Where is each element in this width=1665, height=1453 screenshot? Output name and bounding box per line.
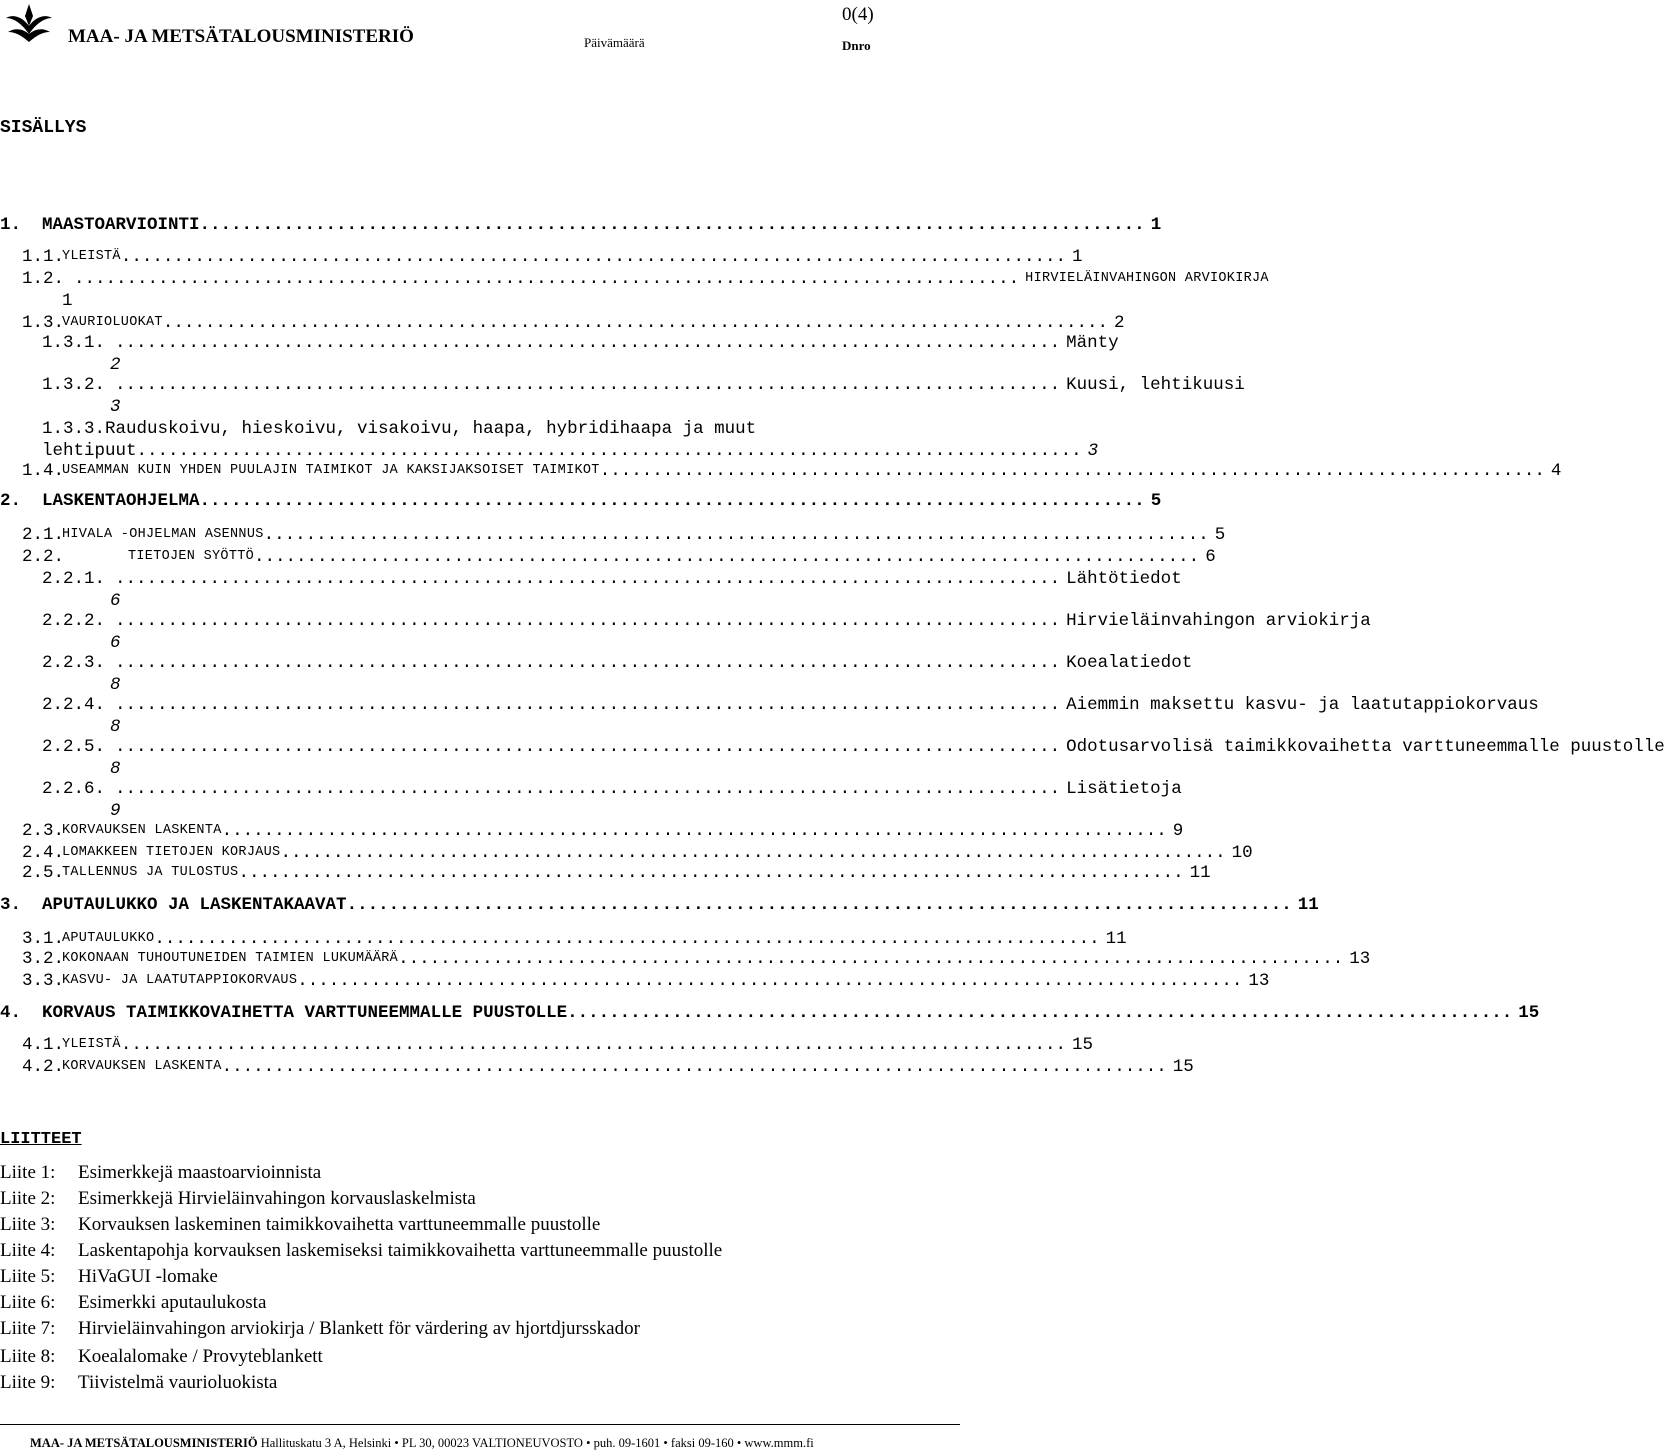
toc-page: 1 [1071,247,1083,267]
toc-page: 13 [1248,971,1270,991]
toc-leader: .......................................................................................... [346,895,1292,915]
toc-entry-continuation[interactable] [42,440,1099,462]
toc-title: Kuusi, lehtikuusi [1066,375,1245,395]
toc-title: KORVAUKSEN LASKENTA [62,1059,222,1074]
toc-page: 11 [1297,895,1319,915]
toc-leader: .......................................................................................... [120,1035,1066,1055]
toc-entry[interactable] [22,970,1270,992]
toc-leader: .......................................................................................... [74,269,1020,289]
toc-page: 11 [1189,863,1211,883]
toc-number: 1.1. [22,247,65,267]
toc-leader: .......................................................................................... [115,611,1061,631]
toc-page: 1 [62,291,73,311]
toc-entry[interactable] [22,820,1184,842]
toc-title: TIETOJEN SYÖTTÖ [128,549,255,564]
footer-rule [0,1424,960,1425]
toc-page: 2 [1113,313,1125,333]
toc-number: 2.2.6. [42,779,106,799]
attachment-text: HiVaGUI -lomake [78,1266,218,1287]
attachment-text: Koealalomake / Provyteblankett [78,1346,323,1367]
toc-number: 3. [0,895,22,915]
toc-number: 2.2.2. [42,611,106,631]
attachment-item [0,1214,600,1236]
toc-entry[interactable] [0,490,1162,512]
toc-leader: .......................................................................................... [115,653,1061,673]
attachment-text: Tiivistelmä vaurioluokista [78,1372,278,1393]
toc-title: Rauduskoivu, hieskoivu, visakoivu, haapa, hybridihaapa ja muut [105,419,757,439]
toc-entry[interactable] [22,842,1253,864]
toc-title: LOMAKKEEN TIETOJEN KORJAUS [62,845,281,860]
toc-leader: .......................................................................................... [567,1003,1513,1023]
attachment-label: Liite 3: [0,1214,56,1235]
toc-leader: .......................................................................................... [398,949,1344,969]
toc-leader: .......................................................................................... [162,313,1108,333]
toc-title: USEAMMAN KUIN YHDEN PUULAJIN TAIMIKOT JA KAKSIJAKSOISET TAIMIKOT [62,463,600,478]
toc-leader: .......................................................................................... [115,737,1061,757]
attachment-item [0,1372,277,1394]
toc-number: 1.3.1. [42,333,106,353]
toc-page: 6 [110,591,121,611]
attachment-item [0,1292,266,1314]
attachment-label: Liite 2: [0,1188,56,1209]
toc-page: 15 [1172,1057,1194,1077]
toc-title: VAURIOLUOKAT [62,315,163,330]
attachment-label: Liite 4: [0,1240,56,1261]
toc-entry[interactable] [0,894,1319,916]
attachment-item [0,1162,321,1184]
toc-page: 8 [110,675,121,695]
toc-page: 9 [110,801,121,821]
toc-leader: .......................................................................................... [136,441,1082,461]
toc-entry[interactable] [42,694,1539,716]
toc-entry[interactable] [42,568,1182,590]
attachment-label: Liite 8: [0,1346,56,1367]
toc-entry[interactable] [42,418,922,440]
dnro-label: Dnro [842,38,871,53]
toc-number: 3.3. [22,971,65,991]
toc-page: 11 [1105,929,1127,949]
toc-page: 8 [110,759,121,779]
toc-leader: .......................................................................................... [280,843,1226,863]
toc-number: 3.2. [22,949,65,969]
toc-page: 6 [1205,547,1216,567]
attachment-label: Liite 6: [0,1292,56,1313]
contents-title: SISÄLLYS [0,118,87,138]
toc-entry[interactable] [42,374,1245,396]
toc-title: LASKENTAOHJELMA [42,491,200,511]
toc-title: Hirvieläinvahingon arviokirja [1066,611,1371,631]
toc-page: 4 [1550,461,1562,481]
toc-number: 1.4. [22,461,65,481]
date-label: Päivämäärä [584,35,645,50]
toc-entry[interactable] [22,460,1562,482]
toc-title-continuation: lehtipuut [42,441,137,461]
footer-address: Hallituskatu 3 A, Helsinki [260,1436,392,1450]
toc-title: Odotusarvolisä taimikkovaihetta varttuneemmalle puustolle [1066,737,1665,757]
attachment-text: Esimerkkejä maastoarvioinnista [78,1162,322,1183]
footer-web: www.mmm.fi [744,1436,814,1450]
toc-number: 2.4. [22,843,65,863]
bullet-icon: • [736,1436,742,1450]
toc-title: KORVAUKSEN LASKENTA [62,823,222,838]
toc-page: 2 [110,355,121,375]
toc-number: 1.3.2. [42,375,106,395]
toc-number: 2.3. [22,821,65,841]
toc-leader: .......................................................................................... [199,491,1145,511]
attachment-item [0,1318,640,1340]
footer-fax: faksi 09-160 [670,1436,734,1450]
toc-number: 2.2.4. [42,695,106,715]
toc-page: 15 [1518,1003,1540,1023]
toc-title: Aiemmin maksettu kasvu- ja laatutappiokorvaus [1066,695,1539,715]
toc-leader: .......................................................................................... [115,779,1061,799]
toc-leader: .......................................................................................... [115,375,1061,395]
attachment-label: Liite 1: [0,1162,56,1183]
ministry-logo-icon [4,2,54,44]
toc-leader: .......................................................................................... [254,547,1200,567]
toc-number: 2.2.1. [42,569,106,589]
toc-number: 2.2. [22,547,65,567]
toc-title: YLEISTÄ [62,1037,121,1052]
toc-entry[interactable] [42,610,1371,632]
attachment-item [0,1266,218,1288]
toc-page: 6 [110,633,121,653]
toc-entry[interactable] [22,1034,1093,1056]
attachment-text: Esimerkkejä Hirvieläinvahingon korvauslaskelmista [78,1188,476,1209]
toc-leader: .......................................................................................... [120,247,1066,267]
toc-leader: .......................................................................................... [154,929,1100,949]
toc-title: TALLENNUS JA TULOSTUS [62,865,239,880]
toc-page: 3 [1087,441,1099,461]
footer-phone: puh. 09-1601 [593,1436,661,1450]
attachment-item [0,1188,476,1210]
toc-entry[interactable] [22,524,1226,546]
footer-ministry: MAA- JA METSÄTALOUSMINISTERIÖ [30,1436,258,1450]
toc-title: HIVALA -OHJELMAN ASENNUS [62,527,264,542]
toc-number: 1.3. [22,313,65,333]
toc-entry[interactable] [42,736,1665,758]
toc-number: 4.2. [22,1057,65,1077]
toc-leader: .......................................................................................... [115,695,1061,715]
attachment-label: Liite 5: [0,1266,56,1287]
toc-title: Lähtötiedot [1066,569,1182,589]
toc-number: 1.2. [22,269,65,289]
toc-number: 2.2.3. [42,653,106,673]
toc-number: 2. [0,491,22,511]
toc-number: 2.2.5. [42,737,106,757]
toc-title: YLEISTÄ [62,249,121,264]
attachment-label: Liite 7: [0,1318,56,1339]
toc-leader: .......................................................................................... [199,215,1145,235]
toc-number: 2.5. [22,863,65,883]
toc-page: 10 [1231,843,1253,863]
toc-page: 13 [1349,949,1371,969]
toc-entry[interactable] [22,862,1211,884]
attachment-item [0,1346,323,1368]
toc-entry[interactable] [0,214,1162,236]
toc-number: 2.1. [22,525,65,545]
toc-leader: .......................................................................................... [115,569,1061,589]
toc-entry[interactable] [22,246,1083,268]
toc-entry[interactable] [22,268,1269,290]
footer-po-box: PL 30, 00023 VALTIONEUVOSTO [401,1436,583,1450]
footer [30,1436,814,1451]
toc-entry[interactable] [22,312,1125,334]
attachment-label: Liite 9: [0,1372,56,1393]
toc-title: Koealatiedot [1066,653,1193,673]
toc-title: MAASTOARVIOINTI [42,215,200,235]
bullet-icon: • [394,1436,399,1450]
toc-entry[interactable] [22,928,1127,950]
bullet-icon: • [586,1436,591,1450]
toc-title: APUTAULUKKO [62,931,155,946]
toc-entry[interactable] [22,1056,1194,1078]
toc-page: 3 [110,397,121,417]
toc-number: 3.1. [22,929,65,949]
toc-page: 15 [1071,1035,1093,1055]
toc-number: 1. [0,215,22,235]
toc-leader: .......................................................................................... [238,863,1184,883]
toc-title: APUTAULUKKO JA LASKENTAKAAVAT [42,895,347,915]
attachments-title: LIITTEET [0,1130,82,1149]
toc-page: 1 [1150,215,1162,235]
toc-title: KOKONAAN TUHOUTUNEIDEN TAIMIEN LUKUMÄÄRÄ [62,951,399,966]
ministry-name: MAA- JA METSÄTALOUSMINISTERIÖ [68,26,414,47]
page-number: 0(4) [842,4,874,25]
toc-page: 9 [1172,821,1184,841]
attachment-text: Hirvieläinvahingon arviokirja / Blankett för värdering av hjortdjursskador [78,1318,640,1339]
toc-title: Lisätietoja [1066,779,1182,799]
toc-page: 8 [110,717,121,737]
toc-entry[interactable] [42,778,1182,800]
toc-number: 4. [0,1003,22,1023]
toc-title: KORVAUS TAIMIKKOVAIHETTA VARTTUNEEMMALLE PUUSTOLLE [42,1003,568,1023]
attachment-text: Esimerkki aputaulukosta [78,1292,267,1313]
toc-page: 5 [1150,491,1162,511]
toc-title: HIRVIELÄINVAHINGON ARVIOKIRJA [1025,271,1269,286]
toc-leader: .......................................................................................... [221,821,1167,841]
toc-entry[interactable] [22,546,1216,568]
attachment-text: Laskentapohja korvauksen laskemiseksi taimikkovaihetta varttuneemmalle puustolle [78,1240,723,1261]
toc-entry[interactable] [42,652,1193,674]
toc-number: 1.3.3. [42,419,106,439]
toc-entry[interactable] [22,948,1371,970]
bullet-icon: • [663,1436,668,1450]
toc-leader: .......................................................................................... [297,971,1243,991]
toc-title: Mänty [1066,333,1119,353]
toc-leader: .......................................................................................... [115,333,1061,353]
toc-entry[interactable] [42,332,1119,354]
toc-leader: .......................................................................................... [599,461,1545,481]
toc-page: 5 [1214,525,1226,545]
attachment-text: Korvauksen laskeminen taimikkovaihetta varttuneemmalle puustolle [78,1214,601,1235]
toc-title: KASVU- JA LAATUTAPPIOKORVAUS [62,973,298,988]
toc-entry[interactable] [0,1002,1540,1024]
toc-number: 4.1. [22,1035,65,1055]
toc-leader: .......................................................................................... [221,1057,1167,1077]
toc-leader: .......................................................................................... [263,525,1209,545]
attachment-item [0,1240,722,1262]
